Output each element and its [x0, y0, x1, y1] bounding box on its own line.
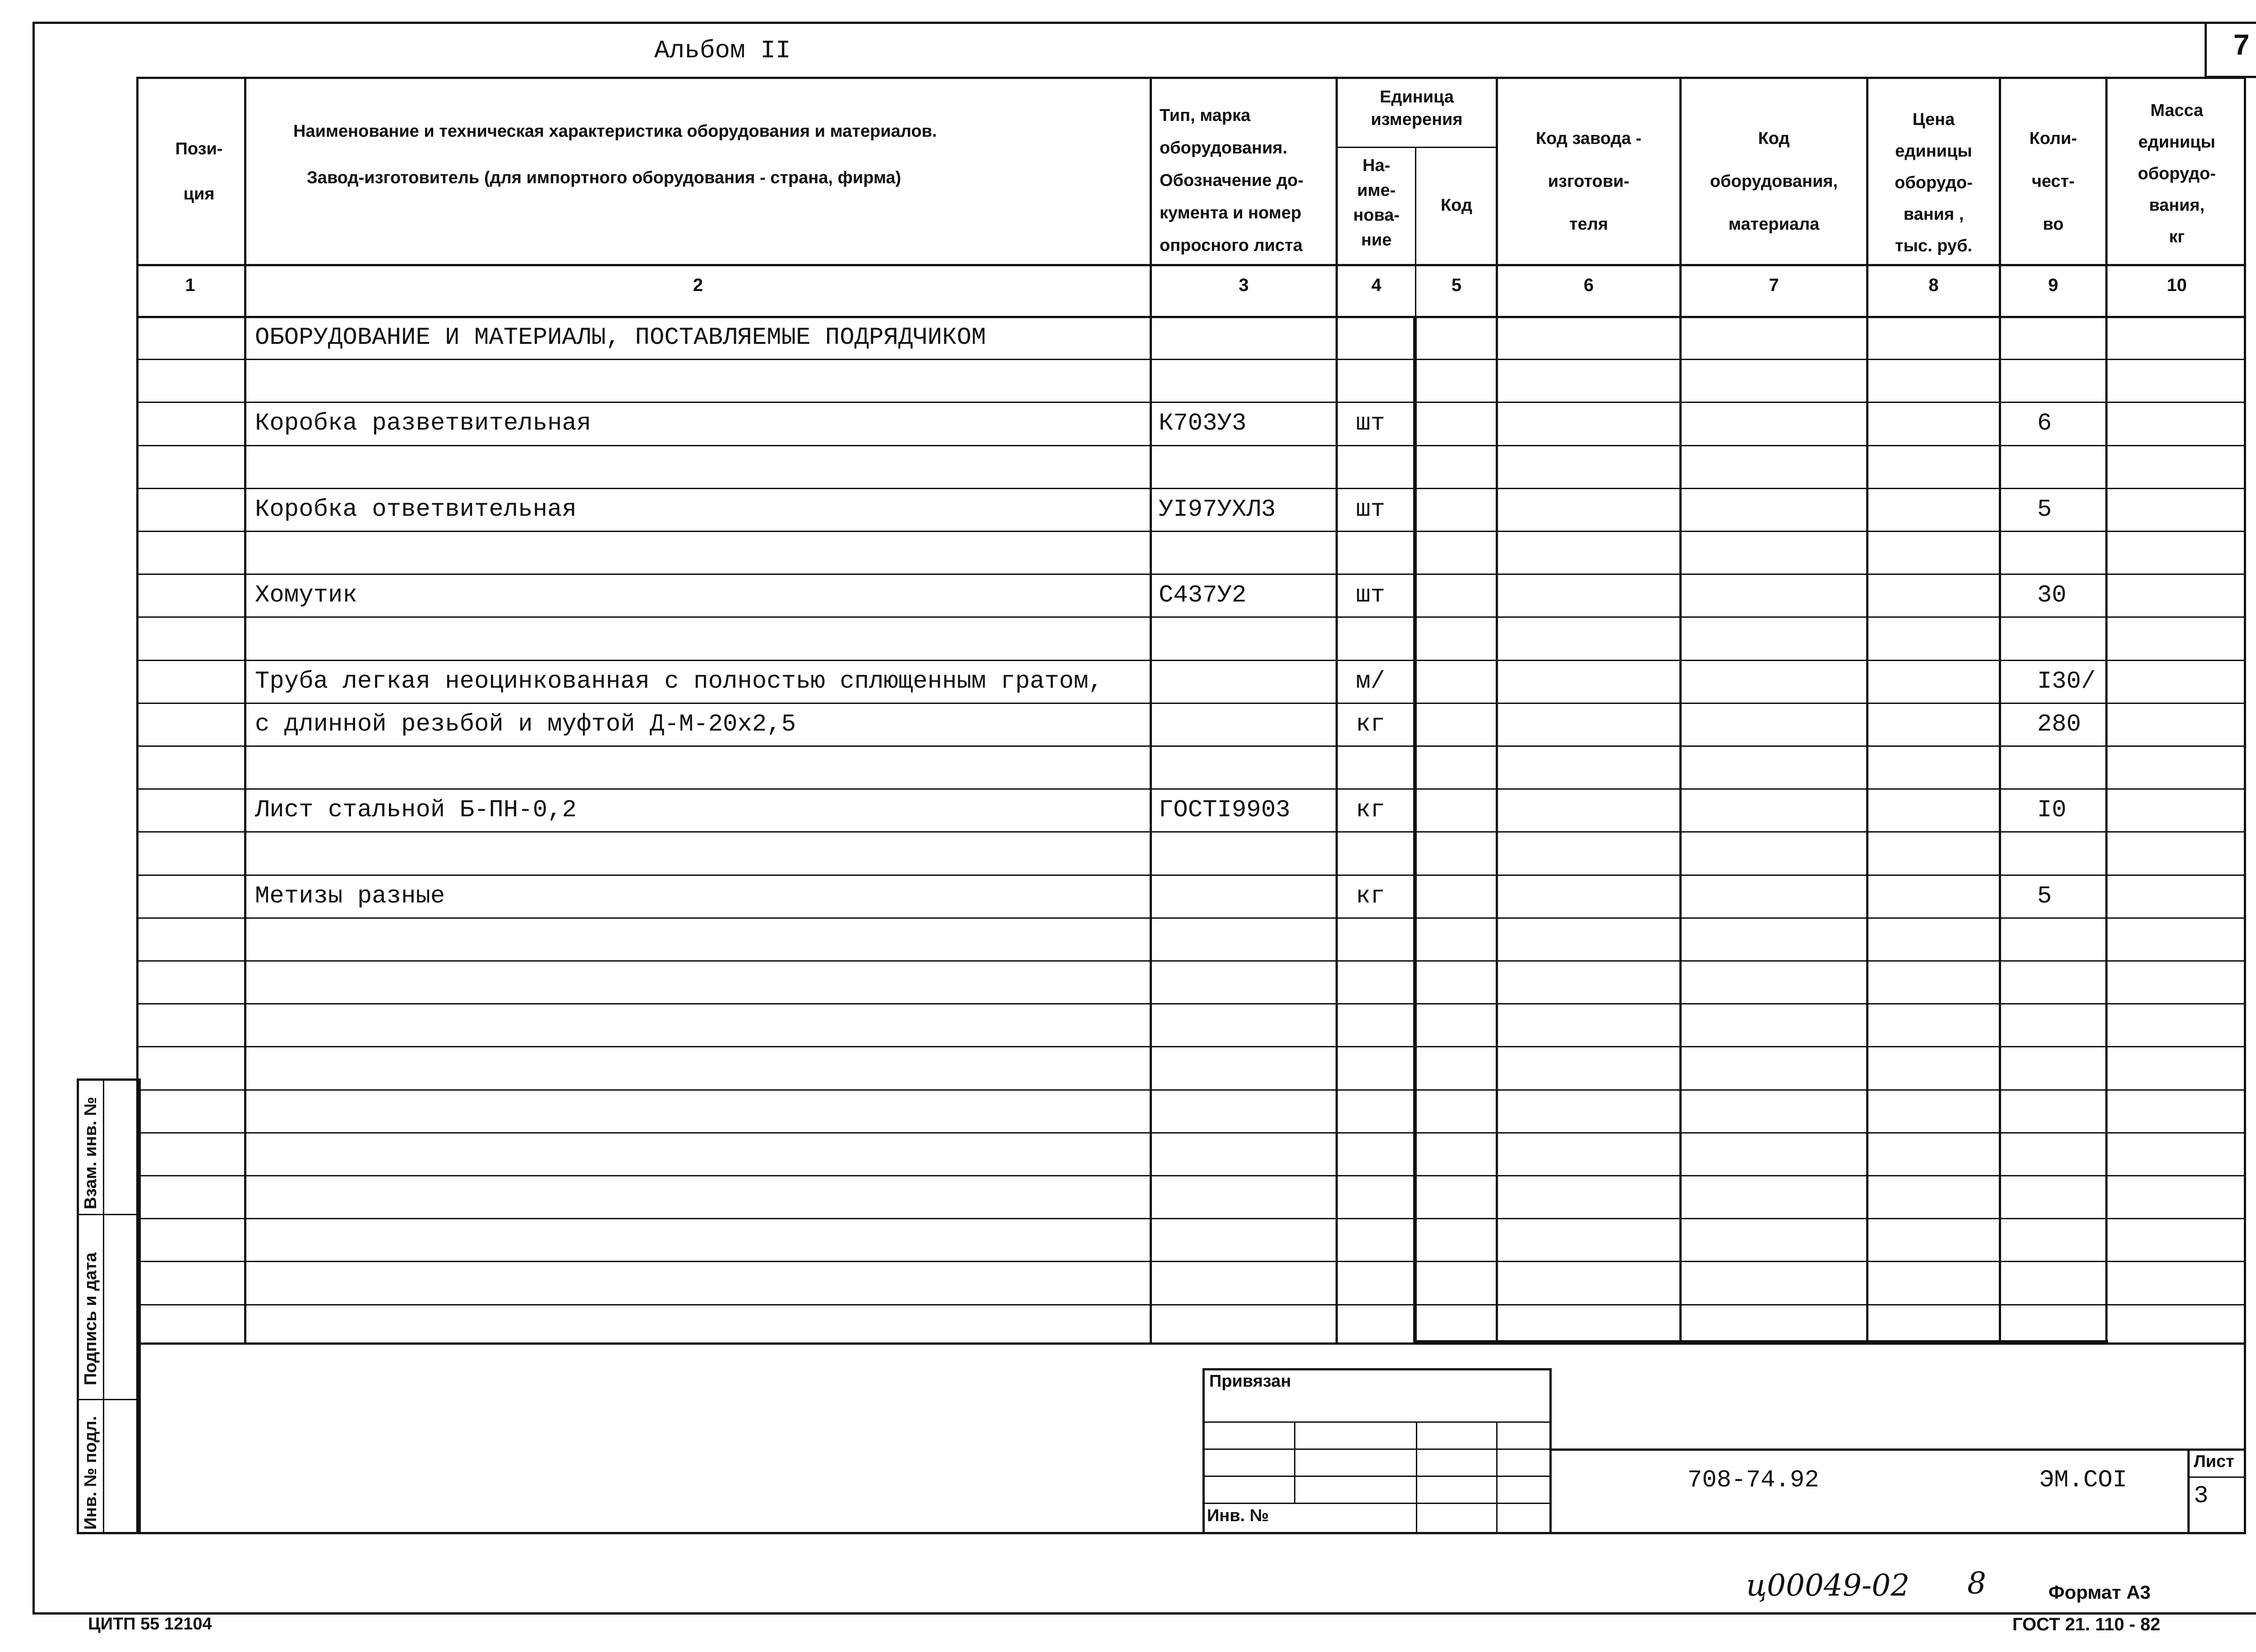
privyazan-label: Привязан	[1209, 1372, 1291, 1391]
header-col-1: Пози- ция	[175, 139, 223, 204]
row-line	[136, 616, 2246, 618]
header-col-9: Коли- чест- во	[2029, 129, 2077, 234]
col-number-1: 1	[185, 275, 195, 295]
row-line	[136, 1304, 2246, 1305]
side-strip-vline	[103, 1078, 104, 1534]
header-col-7: Код оборудования, материала	[1710, 129, 1838, 234]
col-number-8: 8	[1928, 275, 1939, 295]
row-line	[136, 1261, 2246, 1262]
header-col-10: Масса единицы оборудо- вания, кг	[2138, 101, 2216, 246]
doc-number: 708-74.92	[1687, 1467, 1819, 1494]
header-col-3: Тип, марка оборудования. Обозначение до- кумента и номер опросного листа	[1160, 106, 1304, 255]
col-number-4: 4	[1371, 275, 1382, 295]
row-line	[136, 831, 2246, 833]
header-bottom-line	[136, 264, 2246, 266]
header-col-2: Наименование и техническая характеристика оборудования и материалов. Завод-изготовитель (для импортного оборудования - страна, фирма)	[293, 122, 937, 187]
col-number-6: 6	[1583, 275, 1594, 295]
row-name: Коробка ответвительная	[255, 496, 577, 523]
row-name: Хомутик	[255, 582, 357, 609]
row-line	[136, 1175, 2246, 1176]
row-type: УI97УХЛ3	[1159, 496, 1276, 523]
row-line	[136, 1132, 2246, 1134]
side-strip-div-2	[77, 1399, 141, 1400]
row-name: Коробка разветвительная	[255, 410, 592, 437]
corner-number: 7	[2233, 28, 2250, 61]
row-unit: шт	[1356, 496, 1385, 523]
privyazan-line-4	[1202, 1503, 1552, 1504]
row-qty: I0	[2037, 796, 2066, 824]
row-line	[136, 574, 2246, 575]
header-col-5: Код	[1440, 196, 1473, 215]
row-unit: м/	[1356, 668, 1385, 695]
row-unit: шт	[1356, 582, 1385, 609]
list-box-line	[2187, 1476, 2246, 1478]
row-qty: 6	[2037, 410, 2052, 437]
row-unit: шт	[1356, 410, 1385, 437]
col-number-9: 9	[2048, 275, 2058, 295]
doc-code: ЭМ.COI	[2039, 1467, 2127, 1494]
side-strip-div-1	[77, 1214, 141, 1215]
row-type: ГОСТI9903	[1159, 796, 1290, 824]
number-row-bottom-line	[136, 316, 2246, 318]
header-col-4: На- име- нова- ние	[1353, 156, 1400, 250]
row-unit: кг	[1356, 883, 1385, 910]
album-title: Альбом II	[654, 36, 791, 65]
row-line	[136, 875, 2246, 876]
privyazan-line-2	[1202, 1448, 1552, 1450]
col-line-7	[1866, 77, 1868, 1345]
privyazan-line-1	[1202, 1421, 1552, 1423]
list-label: Лист	[2194, 1452, 2234, 1471]
stamp-title-line	[1549, 1448, 2246, 1451]
col-line-6	[1679, 77, 1682, 1345]
col-line-3	[1336, 77, 1338, 1345]
row-line	[136, 402, 2246, 403]
row-line	[136, 488, 2246, 489]
row-line	[136, 703, 2246, 704]
side-label-vzam: Взам. инв. №	[81, 1097, 100, 1209]
header-unit-group: Единица измерения	[1371, 88, 1463, 129]
thick-left-5	[1413, 316, 1417, 1345]
row-line	[136, 1218, 2246, 1219]
col-number-10: 10	[2167, 275, 2187, 295]
col-number-5: 5	[1451, 275, 1462, 295]
side-label-podpis: Подпись и дата	[81, 1252, 100, 1385]
row-unit: кг	[1356, 796, 1385, 824]
row-name: Метизы разные	[255, 883, 445, 910]
col-line-9	[2105, 77, 2108, 1345]
row-name: Лист стальной Б-ПН-0,2	[255, 796, 577, 824]
privyazan-line-3	[1202, 1476, 1552, 1477]
row-line	[136, 788, 2246, 790]
row-qty: 280	[2037, 711, 2081, 738]
format-label: Формат А3	[2048, 1582, 2151, 1603]
gost-label: ГОСТ 21. 110 - 82	[2012, 1615, 2160, 1634]
privyazan-vline-1	[1294, 1421, 1295, 1503]
row-line	[136, 531, 2246, 532]
row-line	[136, 445, 2246, 446]
col-number-3: 3	[1239, 275, 1249, 295]
header-col-6: Код завода - изготови- теля	[1535, 129, 1642, 234]
row-qty: I30/	[2037, 668, 2096, 695]
row-qty: 30	[2037, 582, 2066, 609]
list-number: 3	[2194, 1482, 2209, 1510]
row-line	[136, 1046, 2246, 1047]
header-col-8: Цена единицы оборудо- вания , тыс. руб.	[1895, 110, 1973, 255]
row-line	[136, 1089, 2246, 1091]
privyazan-vline-3	[1496, 1421, 1498, 1534]
col-line-1	[244, 77, 246, 1345]
row-unit: кг	[1356, 711, 1385, 738]
row-type: К703У3	[1159, 410, 1247, 437]
side-label-inv-podl: Инв. № подл.	[81, 1416, 100, 1530]
row-line	[136, 359, 2246, 360]
row-qty: 5	[2037, 496, 2052, 523]
handwritten-number: 8	[1967, 1566, 1986, 1601]
row-name: с длинной резьбой и муфтой Д-М-20х2,5	[255, 711, 796, 738]
col-number-2: 2	[693, 275, 703, 295]
thick-bottom-5-9	[1413, 1340, 2108, 1344]
col-line-8	[1999, 77, 2001, 1345]
col-line-5	[1496, 77, 1498, 1345]
handwritten-code: ц00049-02	[1746, 1568, 1910, 1603]
row-line	[136, 917, 2246, 919]
row-type: С437У2	[1159, 582, 1247, 609]
row-line	[136, 1003, 2246, 1004]
row-line	[136, 960, 2246, 962]
privyazan-vline-2	[1416, 1421, 1417, 1534]
row-line	[136, 745, 2246, 747]
col-number-7: 7	[1769, 275, 1779, 295]
row-qty: 5	[2037, 883, 2052, 910]
inv-no-label: Инв. №	[1207, 1506, 1269, 1525]
row-line	[136, 660, 2246, 661]
citp-label: ЦИТП 55 12104	[88, 1615, 212, 1633]
col-line-2	[1150, 77, 1152, 1345]
row-name: ОБОРУДОВАНИЕ И МАТЕРИАЛЫ, ПОСТАВЛЯЕМЫЕ ПОДРЯДЧИКОМ	[255, 324, 986, 352]
row-name: Труба легкая неоцинкованная с полностью сплющенным гратом,	[255, 668, 1103, 695]
